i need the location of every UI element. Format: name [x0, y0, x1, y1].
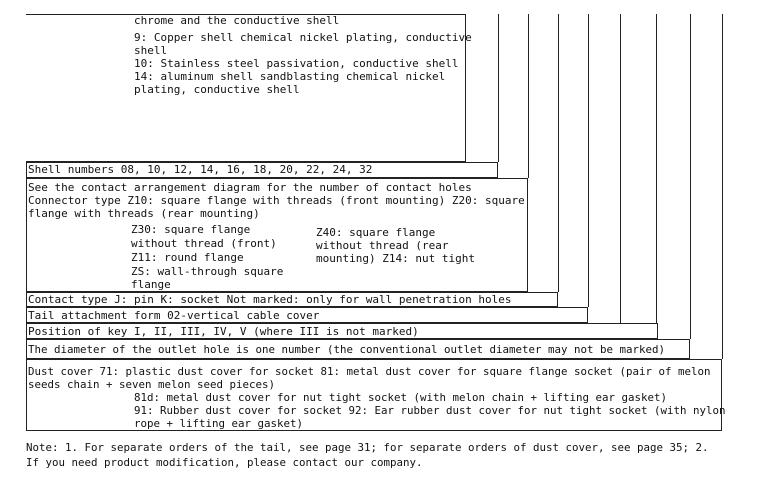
outlet-diameter: The diameter of the outlet hole is one number (the conventional outlet diameter may not be marked) — [28, 343, 666, 356]
connector-type-right: mounting) Z14: nut tight — [316, 252, 475, 265]
contact-holes-note: See the contact arrangement diagram for the number of contact holes — [28, 181, 472, 194]
bracket-line — [588, 14, 589, 307]
shell-material-line: chrome and the conductive shell — [134, 14, 340, 27]
footnote-line: Note: 1. For separate orders of the tail, see page 31; for separate orders of dust cover, see page 35; 2. — [26, 441, 709, 454]
tail-attachment: Tail attachment form 02-vertical cable cover — [28, 309, 320, 322]
shell-material-line: 10: Stainless steel passivation, conductive shell — [134, 57, 459, 70]
connector-type-right: Z40: square flange — [316, 226, 436, 239]
connector-type-left: flange — [131, 278, 171, 291]
connector-type-line: flange with threads (rear mounting) — [28, 207, 260, 220]
connector-type-left: without thread (front) — [131, 237, 277, 250]
connector-type-left: ZS: wall-through square — [131, 265, 284, 278]
connector-type-line: Connector type Z10: square flange with threads (front mounting) Z20: square — [28, 194, 525, 207]
dust-cover-line: 91: Rubber dust cover for socket 92: Ear rubber dust cover for nut tight socket (with nylon — [134, 404, 726, 417]
bracket-line — [690, 14, 691, 339]
dust-cover-line: Dust cover 71: plastic dust cover for socket 81: metal dust cover for square flange socket (pair of melon — [28, 365, 711, 378]
bracket-line — [722, 14, 723, 359]
dust-cover-line: rope + lifting ear gasket) — [134, 417, 304, 430]
dust-cover-line: seeds chain + seven melon seed pieces) — [28, 378, 276, 391]
shell-material-line: 9: Copper shell chemical nickel plating, conductive — [134, 31, 472, 44]
shell-material-line: shell — [134, 44, 168, 57]
connector-type-right: without thread (rear — [316, 239, 449, 252]
bracket-line — [656, 14, 657, 323]
bracket-line — [558, 14, 559, 292]
dust-cover-line: 81d: metal dust cover for nut tight socket (with melon chain + lifting ear gasket) — [134, 391, 668, 404]
shell-numbers: Shell numbers 08, 10, 12, 14, 16, 18, 20, 22, 24, 32 — [28, 163, 373, 176]
shell-material-line: 14: aluminum shell sandblasting chemical nickel — [134, 70, 446, 83]
bracket-line — [498, 14, 499, 162]
connector-type-left: Z11: round flange — [131, 251, 244, 264]
shell-material-line: plating, conductive shell — [134, 83, 300, 96]
connector-type-left: Z30: square flange — [131, 223, 251, 236]
bracket-line — [620, 14, 621, 323]
footnote-line: If you need product modification, please contact our company. — [26, 456, 423, 469]
contact-type: Contact type J: pin K: socket Not marked: only for wall penetration holes — [28, 293, 512, 306]
bracket-line — [528, 14, 529, 178]
key-position: Position of key I, II, III, IV, V (where III is not marked) — [28, 325, 419, 338]
